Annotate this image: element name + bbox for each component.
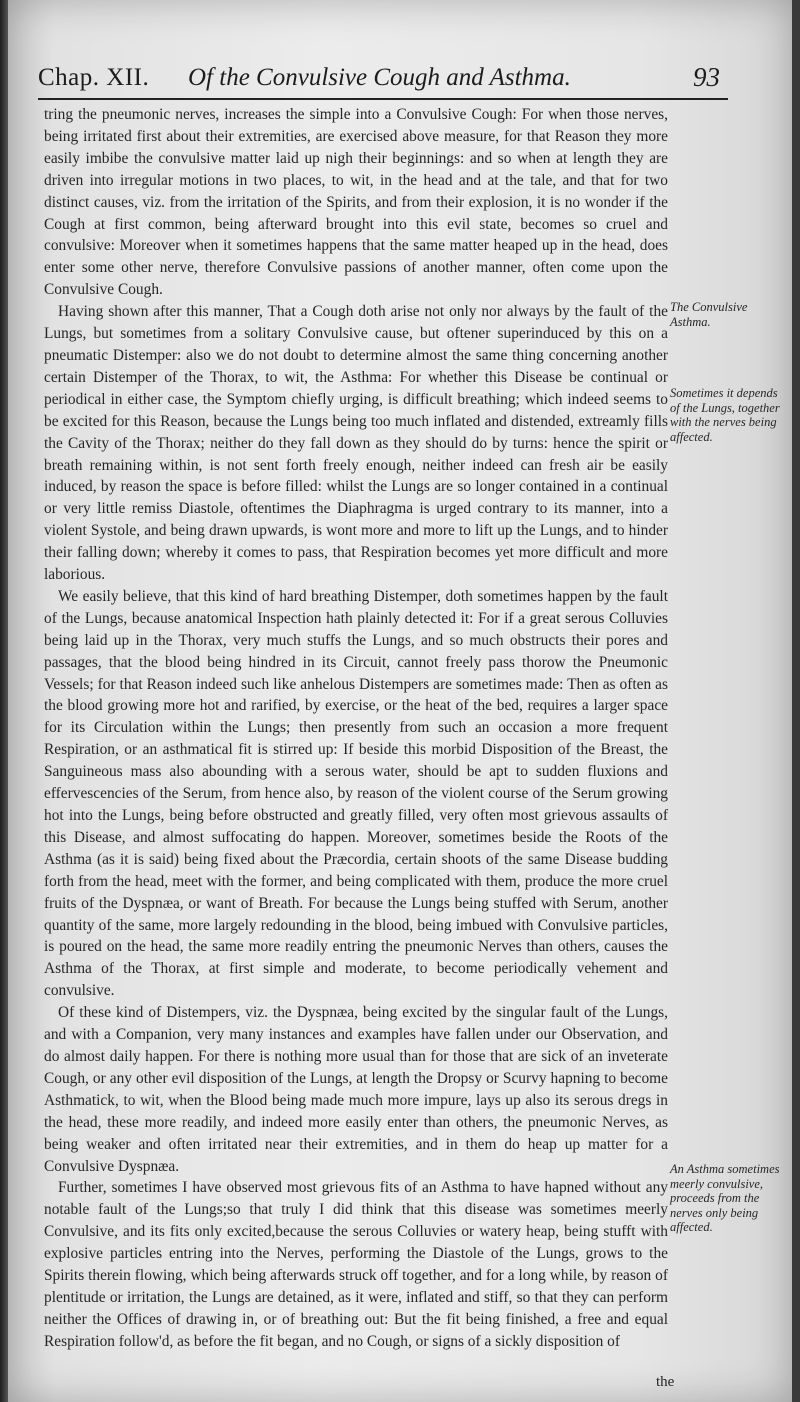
book-page: [8, 0, 792, 1402]
body-text: [44, 104, 668, 1353]
paragraph-4: Of these kind of Distempers, viz. the Dyspnæa, being excited by the singular fault of the Lungs, and with a Companion, very many instances and examples have fallen under our Observation, and do almost daily happen. For there is nothing more usual than for those that are sick of an inveterate Cough, or any other evil disposition of the Lungs, at length the Dropsy or Scurvy hapning to become Asthmatick, to wit, when the Blood being made much more impure, lays up also its serous dregs in the head, these more readily, and indeed more easily enter than others, the pneumonic Nerves, as being weaker and often irritated near their extremities, and in them do heap up matter for a Convulsive Dyspnæa.: [44, 1004, 668, 1175]
margin-note-lungs-and-nerves: Sometimes it depends of the Lungs, together with the nerves being affected.: [670, 386, 780, 444]
paragraph-5: Further, sometimes I have observed most grievous fits of an Asthma to have hapned without any notable fault of the Lungs;so that truly I did think that this disease was sometimes meerly Convulsive, and its fits only excited,because the serous Colluvies or watery heap, being stufft with explosive particles entring into the Nerves, performing the Diastole of the Lungs, grows to the Spirits therein flowing, which being afterwards struck off together, and for a long while, by reason of plentitude or irritation, the Lungs are detained, as it were, inflated and stiff, so that they can perform neither the Offices of drawing in, or of breathing out: But the fit being finished, a free and equal Respiration follow'd, as before the fit began, and no Cough, or signs of a sickly disposition of: [44, 1179, 668, 1350]
chapter-label: Chap. XII.: [38, 64, 150, 91]
running-title: Of the Convulsive Cough and Asthma.: [188, 64, 571, 91]
page-header: [38, 62, 728, 100]
paragraph-1: tring the pneumonic nerves, increases the simple into a Convulsive Cough: For when those nerves, being irritated first about their extremities, are exercised above measure, for that Reason they more easily imbibe the convulsive matter laid up nigh their beginnings: and so when at length they are driven into irregular motions in two places, to wit, in the head and at the tale, and that for two distinct causes, viz. from the irritation of the Spirits, and from their explosion, it is no wonder if the Cough at first common, being afterward brought into this evil state, becomes so cruel and convulsive: Moreover when it sometimes happens that the same matter heaped up in the head, does enter some other nerve, therefore Convulsive passions of another manner, often come upon the Convulsive Cough.: [44, 106, 668, 299]
catchword: the: [656, 1374, 675, 1390]
margin-note-convulsive-asthma: The Convulsive Asthma.: [670, 300, 748, 329]
page-number: 93: [693, 62, 720, 92]
book-spine-shadow: [0, 0, 8, 1402]
paragraph-2: Having shown after this manner, That a Cough doth arise not only nor always by the fault of the Lungs, but sometimes from a solitary Convulsive cause, but oftener superinduced by this on a pneumatic Distemper: also we do not doubt to determine almost the same thing concerning another certain Distemper of the Thorax, to wit, the Asthma: For whether this Disease be continual or periodical in either case, the Symptom chiefly urging, is difficult breathing; which indeed seems to be excited for this Reason, because the Lungs being too much inflated and distended, extreamly fills the Cavity of the Thorax; neither do they fall down as they should do by turns: hence the spirit or breath remaining within, is not sent forth freely enough, neither indeed can fresh air be easily induced, by reason the space is before filled: whilst the Lungs are so longer contained in a continual or very little remiss Diastole, oftentimes the Diaphragma is urged contrary to its manner, into a violent Systole, and being drawn upwards, is wont more and more to lift up the Lungs, and to hinder their falling down; whereby it comes to pass, that Respiration becomes yet more difficult and more laborious.: [44, 303, 668, 584]
paragraph-3: We easily believe, that this kind of hard breathing Distemper, doth sometimes happen by the fault of the Lungs, because anatomical Inspection hath plainly detected it: For if a great serous Colluvies being laid up in the Thorax, very much stuffs the Lungs, and so much obstructs their pores and passages, that the blood being hindred in its Circuit, cannot freely pass thorow the Pneumonic Vessels; for that Reason indeed such like anhelous Distempers are sometimes made: Then as often as the blood growing more hot and rarified, by exercise, or the heat of the bed, requires a larger space for its Circulation within the Lungs; then presently from such an occasion a more frequent Respiration, or an asthmatical fit is stirred up: If beside this morbid Disposition of the Breast, the Sanguineous mass also abounding with a serous water, should be apt to sudden fluxions and effervescencies of the Serum, from hence also, by reason of the violent course of the Serum growing hot into the Lungs, being before obstructed and greatly filled, very often most grievous assaults of this Disease, and almost suffocating do happen. Moreover, sometimes beside the Roots of the Asthma (as it is said) being fixed about the Præcordia, certain shoots of the same Disease budding forth from the head, meet with the former, and being complicated with them, produce the more cruel fruits of the Dyspnæa, or want of Breath. For because the Lungs being stuffed with Serum, another quantity of the same, more largely redounding in the blood, being imbued with Convulsive particles, is poured on the head, the same more readily entring the pneumonic Nerves than others, causes the Asthma of the Thorax, at first simple and moderate, to become periodically vehement and convulsive.: [44, 587, 668, 1000]
margin-note-meerly-convulsive: An Asthma sometimes meerly convulsive, proceeds from the nerves only being affected.: [670, 1162, 780, 1235]
